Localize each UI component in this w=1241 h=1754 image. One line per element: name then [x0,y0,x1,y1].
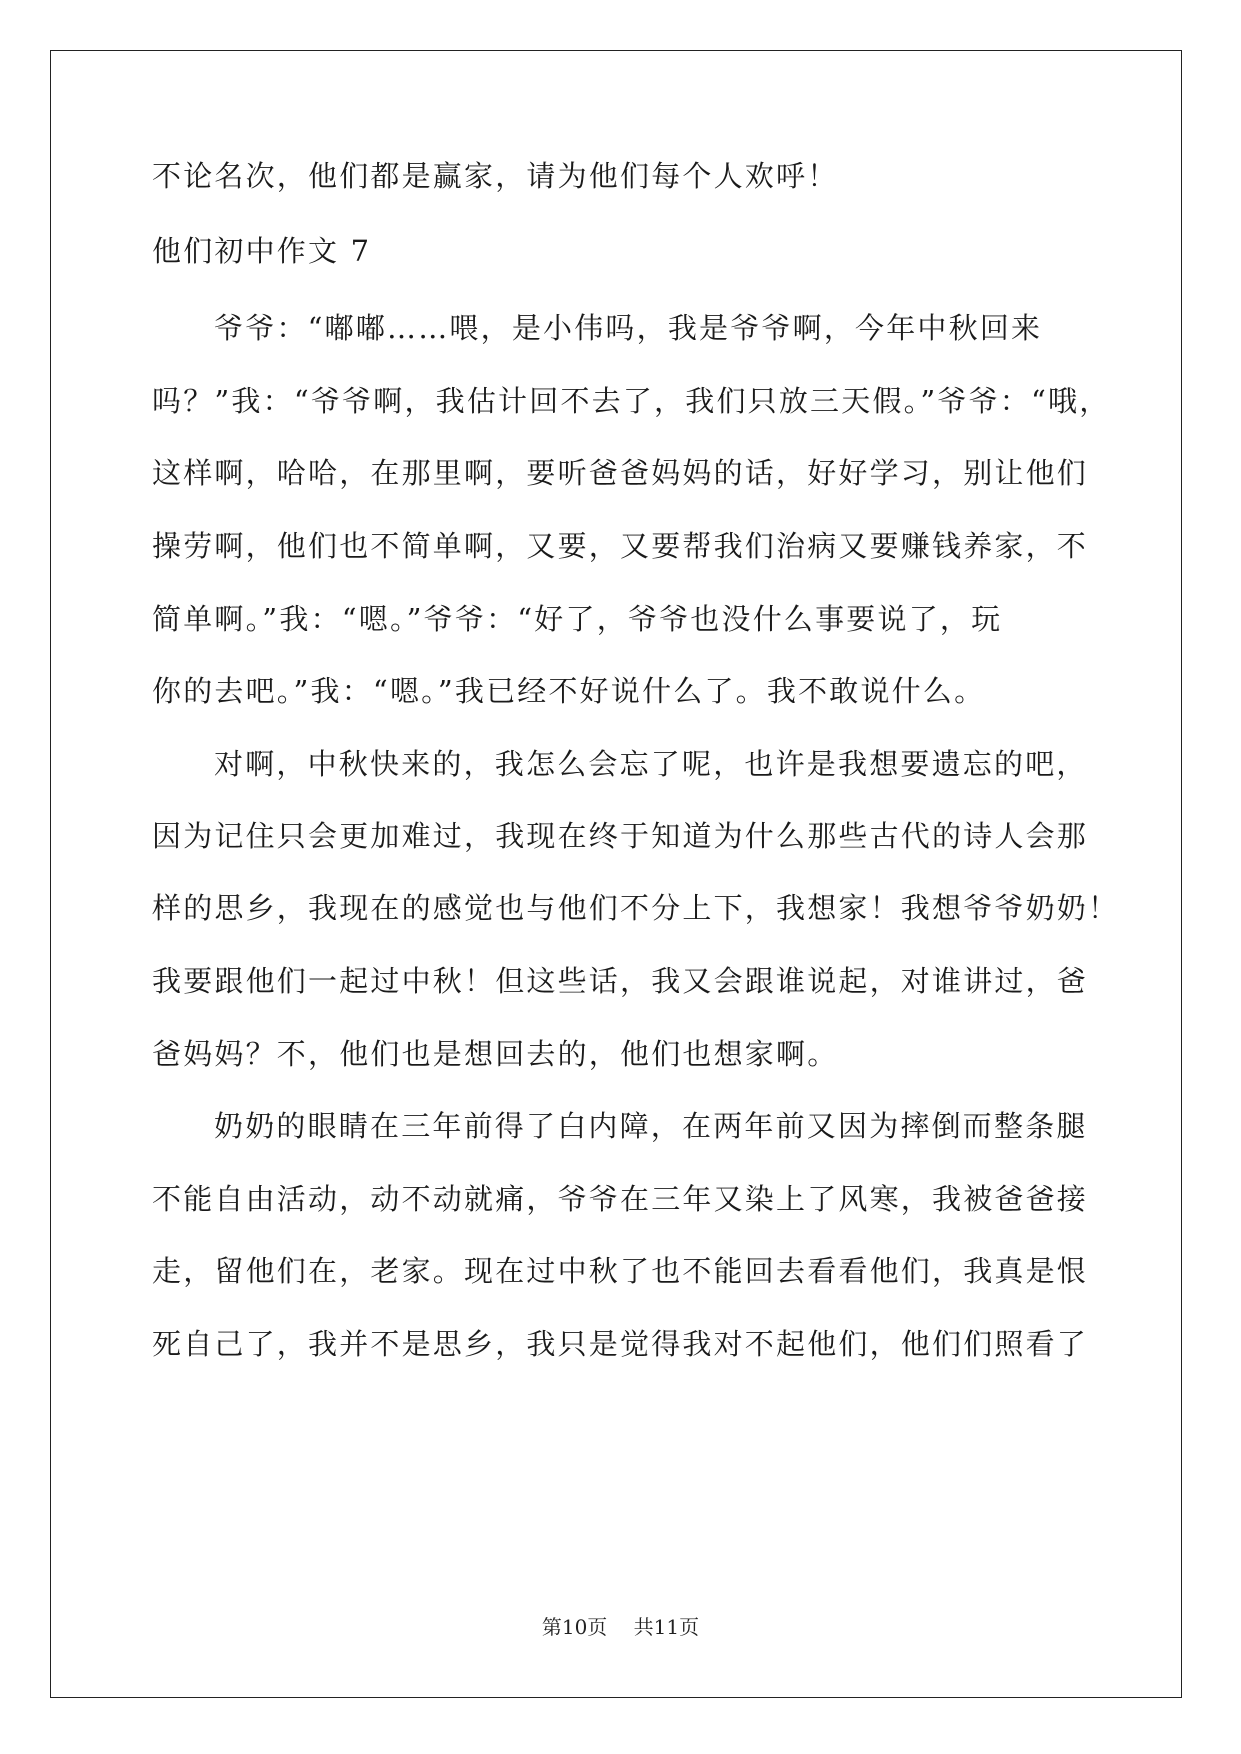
page-border [50,50,1182,1698]
paragraph-line: 走，留他们在，老家。现在过中秋了也不能回去看看他们，我真是恨 [152,1254,1089,1288]
page-footer [0,1611,1241,1640]
paragraph-line: 这样啊，哈哈，在那里啊，要听爸爸妈妈的话，好好学习，别让他们 [152,456,1089,490]
paragraph-line: 你的去吧。”我：“嗯。”我已经不好说什么了。我不敢说什么。 [152,674,986,708]
page-number: 第10页 [541,1615,608,1639]
closing-line: 不论名次，他们都是赢家，请为他们每个人欢呼！ [152,159,839,193]
paragraph-line: 奶奶的眼睛在三年前得了白内障，在两年前又因为摔倒而整条腿 [214,1109,1088,1143]
paragraph-line: 爸妈妈？不，他们也是想回去的，他们也想家啊。 [152,1037,839,1071]
paragraph-line: 死自己了，我并不是思乡，我只是觉得我对不起他们，他们们照看了 [152,1327,1089,1361]
paragraph-line: 对啊，中秋快来的，我怎么会忘了呢，也许是我想要遗忘的吧， [214,747,1088,781]
paragraph-line: 样的思乡，我现在的感觉也与他们不分上下，我想家！我想爷爷奶奶！ [152,891,1120,925]
paragraph-line: 简单啊。”我：“嗯。”爷爷：“好了，爷爷也没什么事要说了，玩 [152,602,1003,636]
paragraph-line: 爷爷：“嘟嘟……喂，是小伟吗，我是爷爷啊，今年中秋回来 [214,311,1043,345]
paragraph-line: 不能自由活动，动不动就痛，爷爷在三年又染上了风寒，我被爸爸接 [152,1182,1089,1216]
page-total: 共11页 [633,1615,700,1639]
paragraph-line: 操劳啊，他们也不简单啊，又要，又要帮我们治病又要赚钱养家，不 [152,529,1089,563]
paragraph-line: 吗？”我：“爷爷啊，我估计回不去了，我们只放三天假。”爷爷：“哦， [152,384,1111,418]
section-heading: 他们初中作文 7 [152,234,372,268]
paragraph-line: 我要跟他们一起过中秋！但这些话，我又会跟谁说起，对谁讲过，爸 [152,964,1089,998]
paragraph-line: 因为记住只会更加难过，我现在终于知道为什么那些古代的诗人会那 [152,819,1089,853]
